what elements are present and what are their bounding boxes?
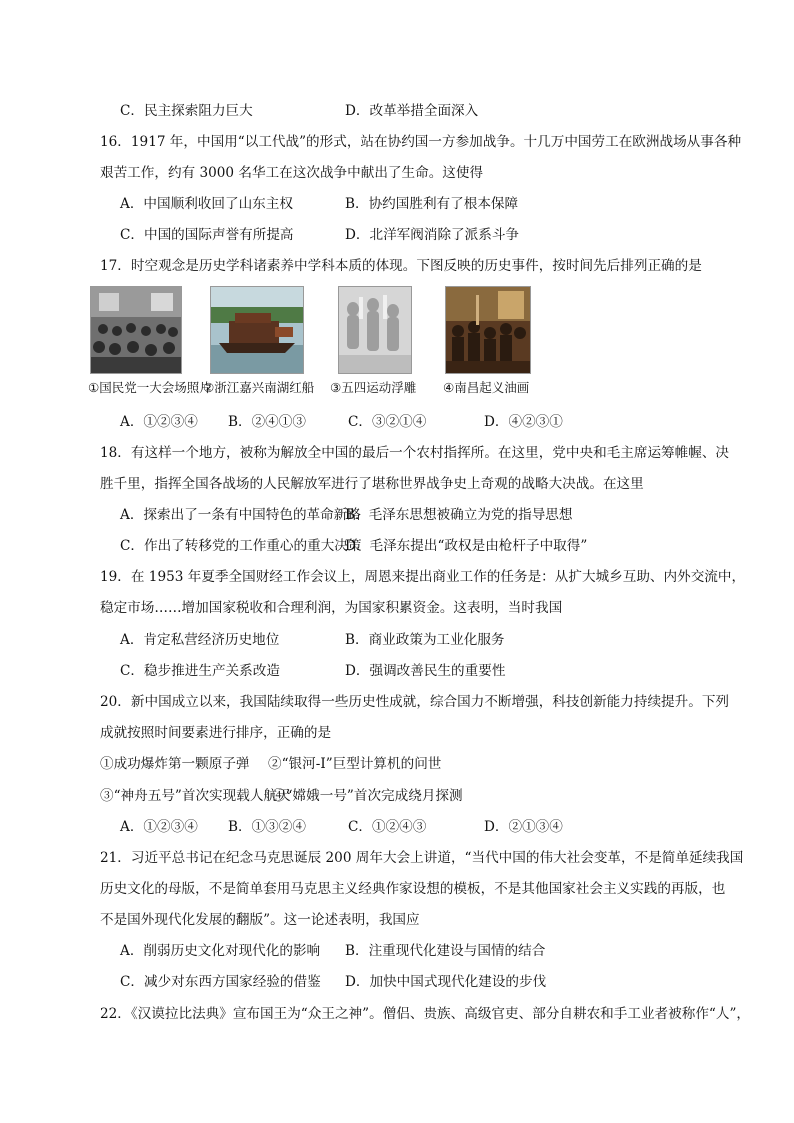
photo-oil-painting-icon xyxy=(445,286,531,374)
q21-option-d: D．加快中国式现代化建设的步伐 xyxy=(345,974,547,990)
photo-red-boat-icon xyxy=(210,286,304,374)
q16-option-c: C．中国的国际声誉有所提高 xyxy=(120,227,294,243)
q17-caption-4: ④南昌起义油画 xyxy=(443,380,530,395)
q21-option-a: A．削弱历史文化对现代化的影响 xyxy=(120,943,321,959)
q22-stem-line1: 22．《汉谟拉比法典》宣布国王为“众王之神”。僧侣、贵族、高级官吏、部分自耕农和手工业者被称作“人”， xyxy=(100,1006,751,1022)
q21-stem-line3: 不是国外现代化发展的翻版”。这一论述表明，我国应 xyxy=(100,912,420,928)
q20-option-d: D．②①③④ xyxy=(484,819,563,835)
q20-option-b: B．①③②④ xyxy=(228,819,306,835)
q17-option-b: B．②④①③ xyxy=(228,414,306,430)
photo-meeting-icon xyxy=(90,286,182,374)
q16-stem-line2: 艰苦工作，约有 3000 名华工在这次战争中献出了生命。这使得 xyxy=(100,165,484,181)
q20-stem-line2: 成就按照时间要素进行排序，正确的是 xyxy=(100,725,332,741)
q18-option-d: D．毛泽东提出“政权是由枪杆子中取得” xyxy=(345,538,588,554)
photo-relief-icon xyxy=(338,286,412,374)
q17-caption-1: ①国民党一大会场照片 xyxy=(88,380,212,395)
q18-option-a: A．探索出了一条有中国特色的革命新路 xyxy=(120,507,361,523)
q20-item-2: ②“银河-Ⅰ”巨型计算机的问世 xyxy=(268,756,442,772)
q21-stem-line1: 21．习近平总书记在纪念马克思诞辰 200 周年大会上讲道，“当代中国的伟大社会变革，不是简单延续我国 xyxy=(100,850,744,866)
q20-item-3: ③“神舟五号”首次实现载人航天 xyxy=(100,788,291,804)
q17-caption-2: ②浙江嘉兴南湖红船 xyxy=(203,380,315,395)
q17-option-c: C．③②①④ xyxy=(348,414,427,430)
q21-option-c: C．减少对东西方国家经验的借鉴 xyxy=(120,974,321,990)
q20-item-1: ①成功爆炸第一颗原子弹 xyxy=(100,756,250,772)
q18-option-b: B．毛泽东思想被确立为党的指导思想 xyxy=(345,507,573,523)
q17-stem-line1: 17．时空观念是历史学科诸素养中学科本质的体现。下图反映的历史事件，按时间先后排列正确的是 xyxy=(100,258,702,274)
q17-caption-3: ③五四运动浮雕 xyxy=(330,380,417,395)
q20-option-a: A．①②③④ xyxy=(120,819,198,835)
q20-item-4: ④“嫦娥一号”首次完成绕月探测 xyxy=(272,788,463,804)
q16-option-b: B．协约国胜利有了根本保障 xyxy=(345,196,519,212)
q19-stem-line2: 稳定市场……增加国家税收和合理利润，为国家积累资金。这表明，当时我国 xyxy=(100,600,563,616)
q19-option-d: D．强调改善民生的重要性 xyxy=(345,663,506,679)
q19-stem-line1: 19．在 1953 年夏季全国财经工作会议上，周恩来提出商业工作的任务是：从扩大城乡互助、内外交流中， xyxy=(100,569,746,585)
q17-option-a: A．①②③④ xyxy=(120,414,198,430)
q15-option-c: C．民主探索阻力巨大 xyxy=(120,103,253,119)
q16-option-a: A．中国顺利收回了山东主权 xyxy=(120,196,293,212)
q19-option-c: C．稳步推进生产关系改造 xyxy=(120,663,280,679)
q17-option-d: D．④②③① xyxy=(484,414,563,430)
q21-option-b: B．注重现代化建设与国情的结合 xyxy=(345,943,546,959)
q16-stem-line1: 16．1917 年，中国用“以工代战”的形式，站在协约国一方参加战争。十几万中国劳工在欧洲战场从事各种 xyxy=(100,134,742,150)
q18-stem-line2: 胜千里，指挥全国各战场的人民解放军进行了堪称世界战争史上奇观的战略大决战。在这里 xyxy=(100,476,644,492)
q20-option-c: C．①②④③ xyxy=(348,819,427,835)
q19-option-b: B．商业政策为工业化服务 xyxy=(345,632,505,648)
q18-option-c: C．作出了转移党的工作重心的重大决策 xyxy=(120,538,362,554)
q19-option-a: A．肯定私营经济历史地位 xyxy=(120,632,280,648)
q15-option-d: D．改革举措全面深入 xyxy=(345,103,479,119)
q20-stem-line1: 20．新中国成立以来，我国陆续取得一些历史性成就，综合国力不断增强，科技创新能力持续提升。下列 xyxy=(100,694,730,710)
q21-stem-line2: 历史文化的母版，不是简单套用马克思主义经典作家设想的模板，不是其他国家社会主义实践的再版，也 xyxy=(100,881,726,897)
q18-stem-line1: 18．有这样一个地方，被称为解放全中国的最后一个农村指挥所。在这里，党中央和毛主席运筹帷幄、决 xyxy=(100,445,730,461)
q16-option-d: D．北洋军阀消除了派系斗争 xyxy=(345,227,520,243)
